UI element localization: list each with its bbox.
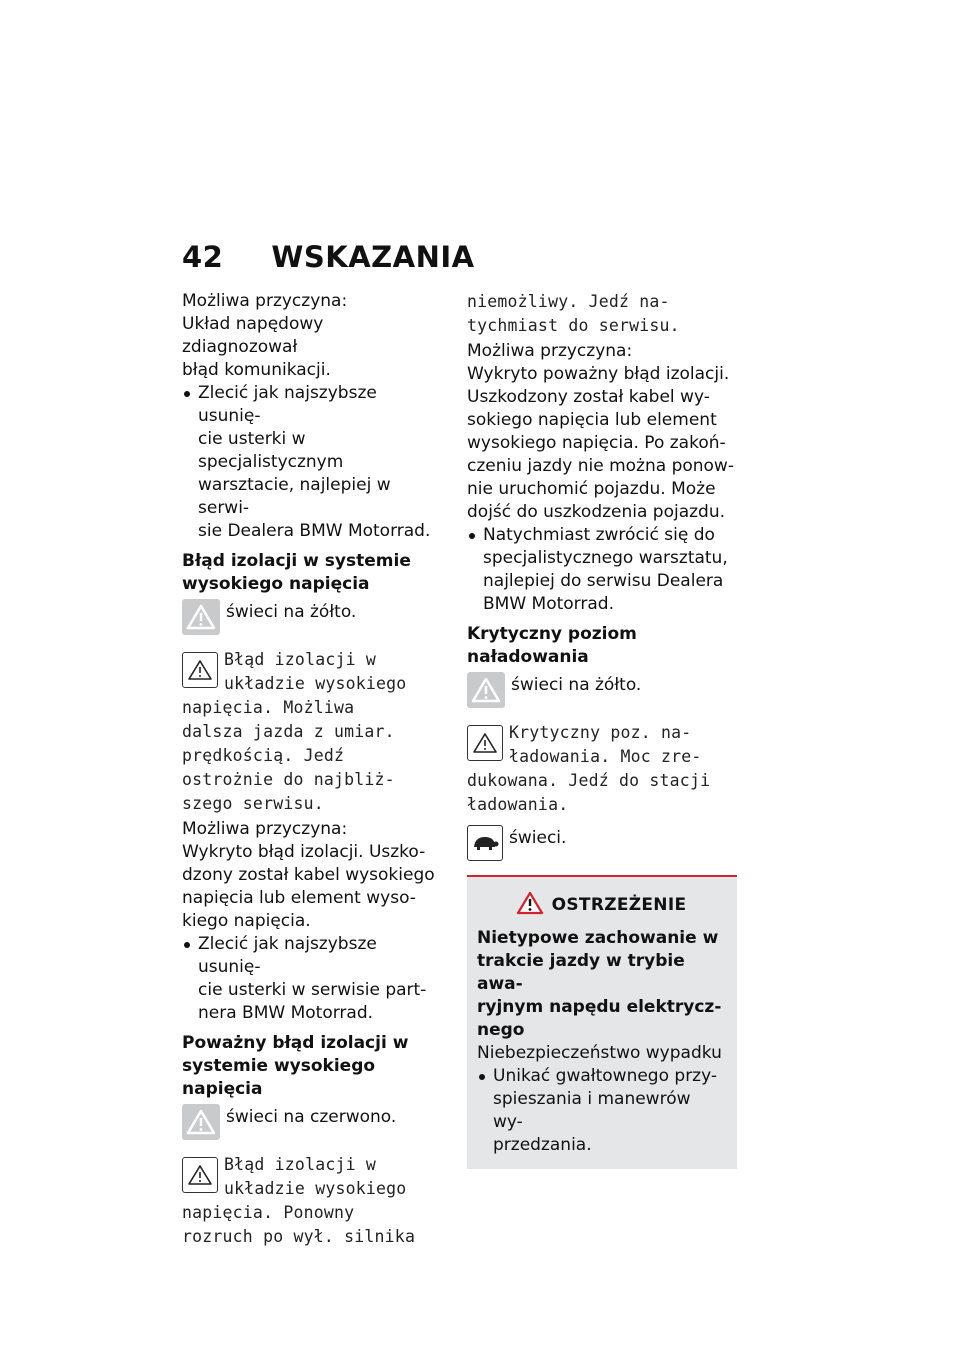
indicator-row — [467, 672, 737, 708]
display-message-line: ładowania. Moc zre- — [509, 747, 702, 766]
bullet-line: cie usterki w specjalistycznym — [198, 429, 344, 472]
alert-triangle-icon — [516, 891, 544, 919]
bullet-line: najlepiej do serwisu Dealera — [483, 571, 724, 591]
display-message-line: napięcia. Ponowny — [182, 1203, 355, 1222]
cause-text-line: Wykryto poważny błąd izolacji. — [467, 364, 730, 384]
display-message-line: dalsza jazda z umiar. — [182, 722, 395, 741]
turtle-icon — [467, 825, 503, 861]
display-message-line: szego serwisu. — [182, 794, 324, 813]
indicator-status: świeci na żółto. — [511, 675, 642, 695]
cause-text-line: błąd komunikacji. — [182, 360, 331, 380]
subheading-line: wysokiego napięcia — [182, 574, 370, 594]
indicator-row — [182, 599, 440, 635]
warning-title: OSTRZEŻENIE — [551, 895, 687, 915]
bullet-item — [182, 933, 440, 1025]
cause-text-line: nie uruchomić pojazdu. Może — [467, 479, 716, 499]
display-message-line: rozruch po wył. silnika — [182, 1227, 416, 1246]
subheading — [182, 550, 440, 596]
warning-heading-line: trakcie jazdy w trybie awa- — [477, 951, 685, 994]
cause-text-line: dojść do uszkodzenia pojazdu. — [467, 502, 726, 522]
display-message-line: dukowana. Jedź do stacji — [467, 771, 711, 790]
bullet-item — [467, 524, 737, 616]
bullet-line: Natychmiast zwrócić się do — [483, 525, 715, 545]
bullet-line: nera BMW Motorrad. — [198, 1003, 374, 1023]
display-message-row — [182, 1153, 440, 1201]
display-message — [467, 290, 737, 338]
warning-triangle-icon — [182, 599, 220, 635]
warning-box — [467, 875, 737, 1169]
warning-triangle-icon — [182, 652, 218, 688]
bullet-line: przedzania. — [493, 1135, 592, 1155]
display-message-line: ładowania. — [467, 795, 569, 814]
cause-text-line: kiego napięcia. — [182, 911, 311, 931]
cause-text-line: Wykryto błąd izolacji. Uszko- — [182, 842, 426, 862]
indicator-status: świeci. — [509, 828, 567, 848]
cause-text-line: wysokiego napięcia. Po zakoń- — [467, 433, 726, 453]
cause-text-line: Układ napędowy zdiagnozował — [182, 314, 324, 357]
page-number: 42 — [182, 240, 224, 274]
bullet-line: Zlecić jak najszybsze usunię- — [198, 383, 377, 426]
display-message-row — [467, 721, 737, 769]
indicator-row — [182, 1104, 440, 1140]
page-header — [182, 240, 475, 280]
cause-text-line: Uszkodzony został kabel wy- — [467, 387, 710, 407]
indicator-status: świeci na żółto. — [226, 602, 357, 622]
bullet-line: Zlecić jak najszybsze usunię- — [198, 934, 377, 977]
indicator-status: świeci na czerwono. — [226, 1107, 397, 1127]
display-message-line: Krytyczny poz. na- — [509, 723, 692, 742]
cause-text-line: napięcia lub element wyso- — [182, 888, 416, 908]
right-column — [467, 290, 737, 1169]
warning-triangle-icon — [182, 1157, 218, 1193]
warning-triangle-icon — [182, 1104, 220, 1140]
bullet-line: cie usterki w serwisie part- — [198, 980, 427, 1000]
subheading — [182, 1032, 440, 1101]
bullet-line: sie Dealera BMW Motorrad. — [198, 521, 431, 541]
display-message-line: tychmiast do serwisu. — [467, 316, 680, 335]
display-message-line: napięcia. Możliwa — [182, 698, 355, 717]
display-message-line: ostrożnie do najbliż- — [182, 770, 395, 789]
warning-heading — [477, 927, 725, 1042]
warning-heading-line: ryjnym napędu elektrycz- — [477, 997, 722, 1017]
indicator-row — [467, 825, 737, 861]
bullet-line: specjalistycznego warsztatu, — [483, 548, 728, 568]
bullet-line: BMW Motorrad. — [483, 594, 614, 614]
cause-label: Możliwa przyczyna: — [467, 341, 633, 361]
display-message-row — [182, 648, 440, 696]
subheading-line: Błąd izolacji w systemie — [182, 551, 411, 571]
bullet-line: warsztacie, najlepiej w serwi- — [198, 475, 391, 518]
display-message-line: prędkością. Jedź — [182, 746, 345, 765]
bullet-line: spieszania i manewrów wy- — [493, 1089, 691, 1132]
display-message-line: Błąd izolacji w — [224, 650, 377, 669]
warning-consequence: Niebezpieczeństwo wypadku — [477, 1043, 722, 1063]
subheading-line: Poważny błąd izolacji w — [182, 1033, 409, 1053]
bullet-line: Unikać gwałtownego przy- — [493, 1066, 717, 1086]
subheading-line: systemie wysokiego napięcia — [182, 1056, 376, 1099]
warning-triangle-icon — [467, 672, 505, 708]
subheading — [467, 623, 737, 669]
bullet-item — [477, 1065, 725, 1157]
display-message-line: niemożliwy. Jedź na- — [467, 292, 670, 311]
display-message-line: układzie wysokiego — [224, 674, 407, 693]
cause-label: Możliwa przyczyna: — [182, 291, 348, 311]
display-message-line: Błąd izolacji w — [224, 1155, 377, 1174]
warning-triangle-icon — [467, 725, 503, 761]
display-message — [182, 1201, 440, 1249]
section-title: WSKAZANIA — [271, 240, 475, 274]
subheading-line: Krytyczny poziom — [467, 624, 637, 644]
bullet-item — [182, 382, 440, 543]
display-message — [467, 769, 737, 817]
cause-text-line: sokiego napięcia lub element — [467, 410, 717, 430]
subheading-line: naładowania — [467, 647, 589, 667]
left-column — [182, 290, 440, 1249]
cause-text-line: dzony został kabel wysokiego — [182, 865, 435, 885]
cause-text-line: czeniu jazdy nie można ponow- — [467, 456, 734, 476]
warning-heading-line: Nietypowe zachowanie w — [477, 928, 719, 948]
warning-heading-line: nego — [477, 1020, 525, 1040]
cause-label: Możliwa przyczyna: — [182, 819, 348, 839]
warning-header — [477, 891, 725, 919]
display-message — [182, 696, 440, 816]
display-message-line: układzie wysokiego — [224, 1179, 407, 1198]
